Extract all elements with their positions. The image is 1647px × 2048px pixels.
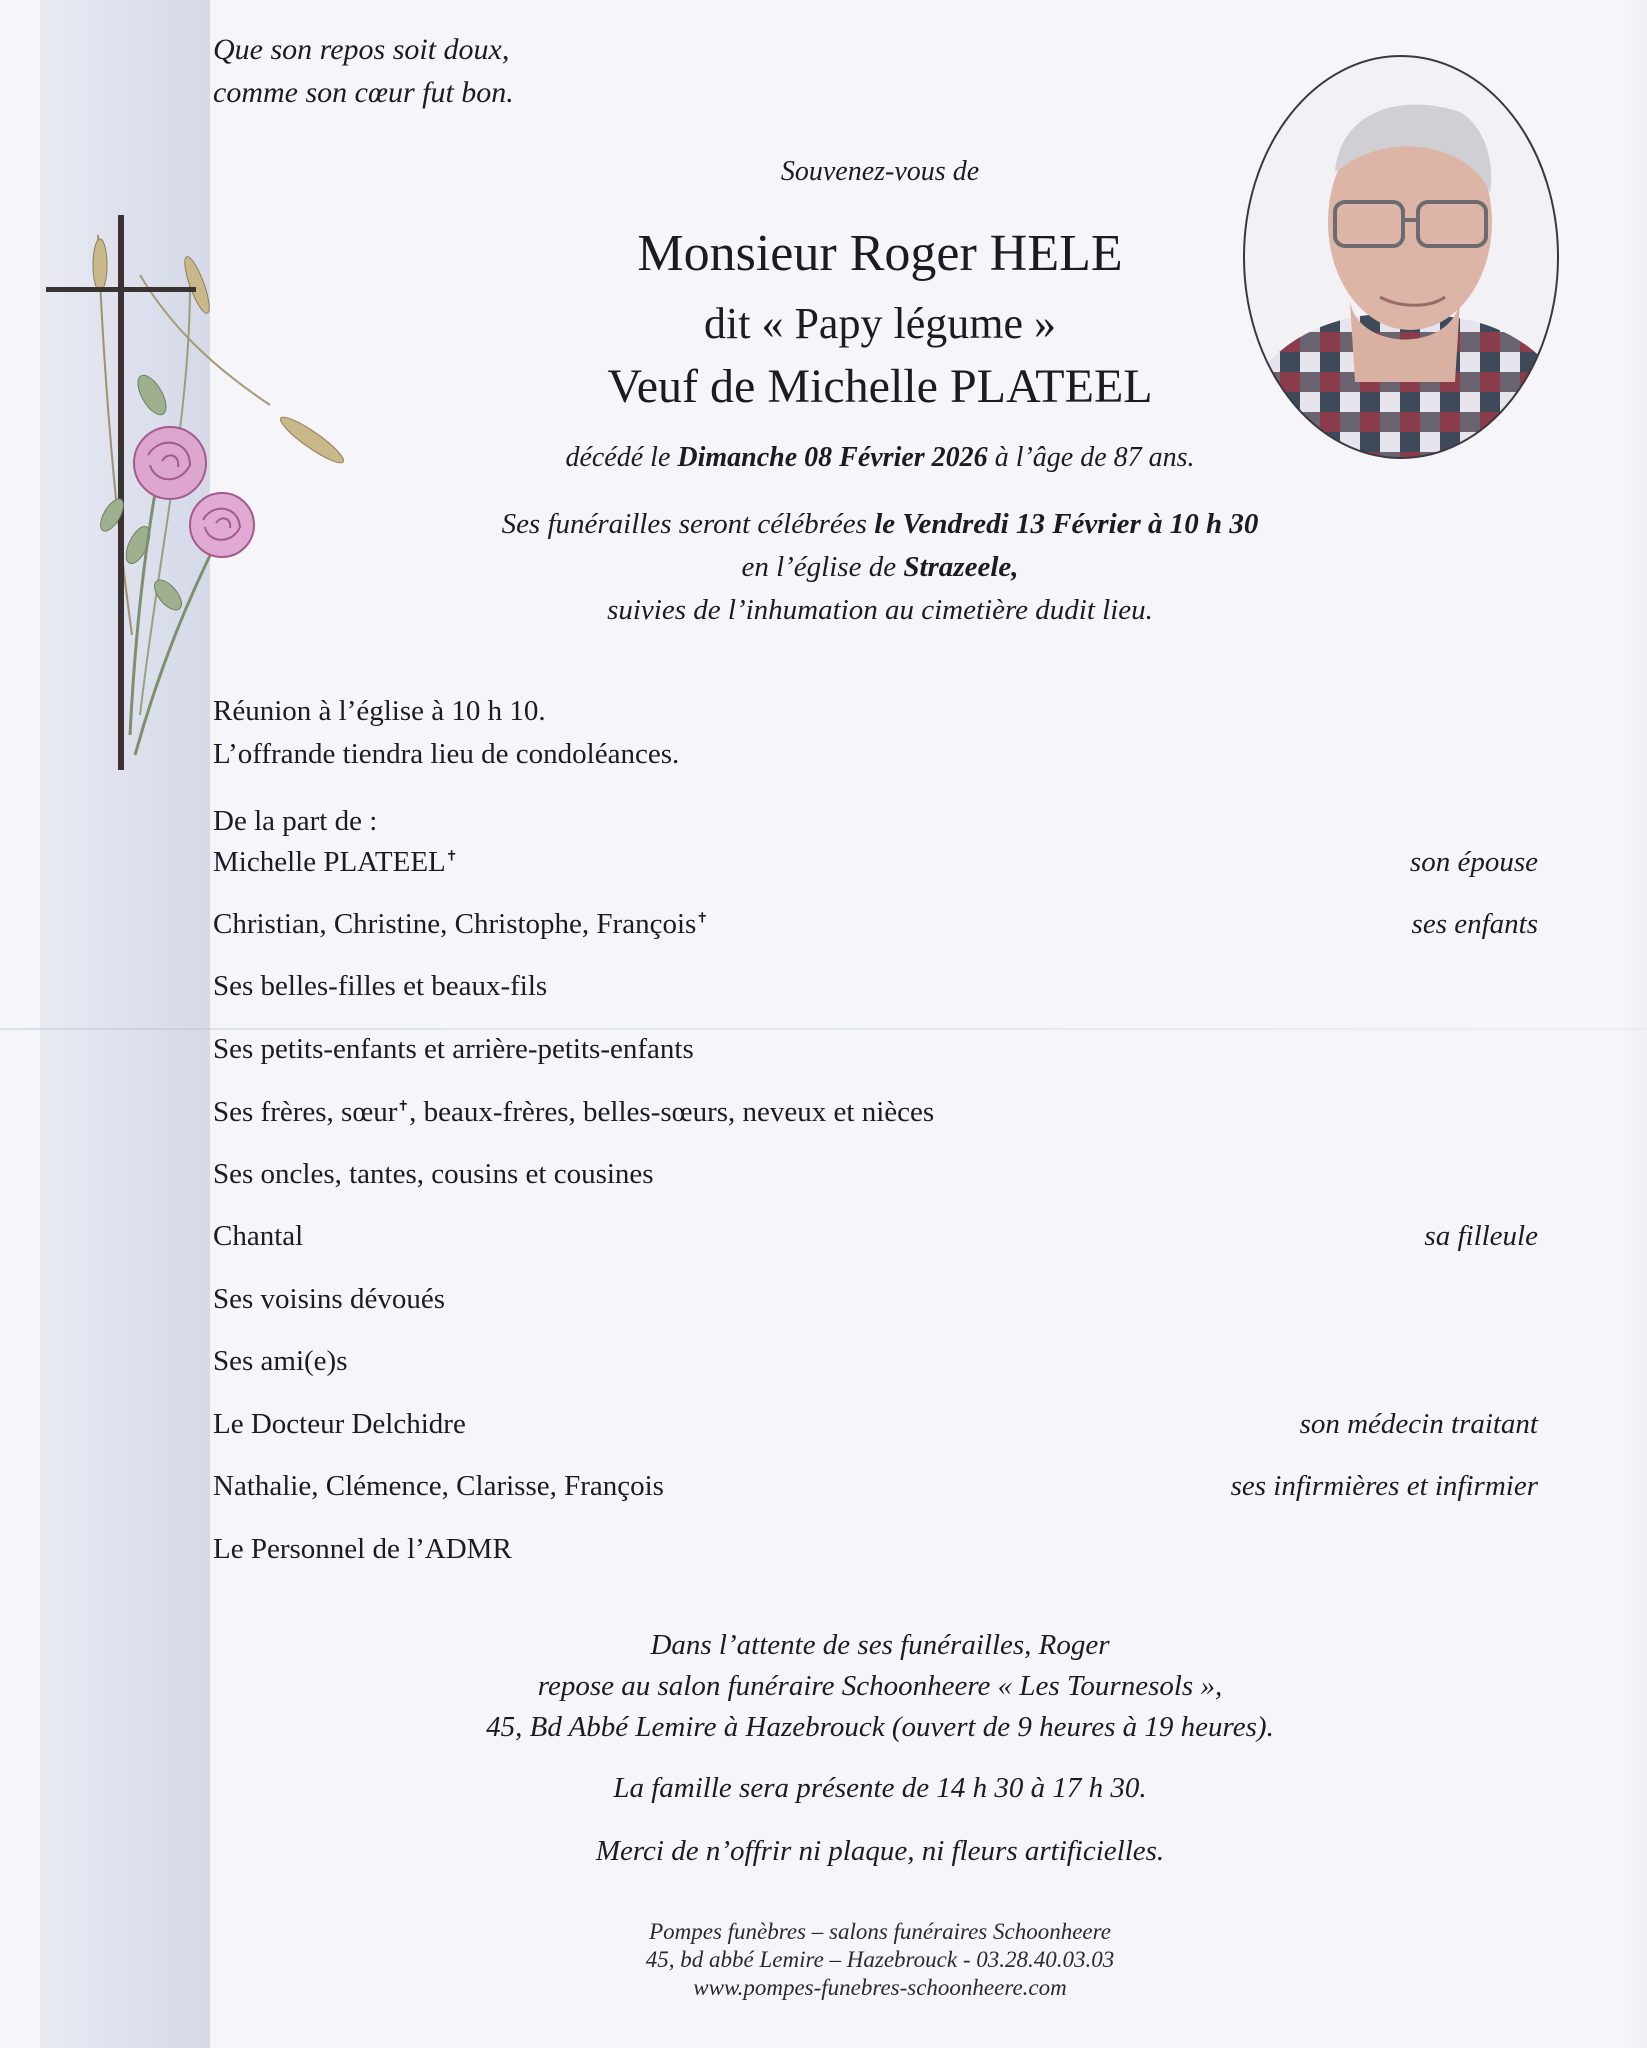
family-member-name: Christian, Christine, Christophe, François	[213, 908, 697, 940]
family-row	[213, 1341, 1538, 1381]
family-relation: son épouse	[1409, 846, 1538, 878]
offering-text: L’offrande tiendra lieu de condoléances.	[213, 738, 680, 770]
epitaph	[213, 28, 514, 114]
family-member-name: Ses petits-enfants et arrière-petits-enfants	[213, 1033, 694, 1065]
family-relation: ses enfants	[1411, 908, 1538, 940]
family-row	[213, 966, 1538, 1006]
deceased-name: Monsieur Roger HELE	[637, 225, 1123, 282]
page-edge-shadow	[1625, 0, 1647, 2048]
family-row	[213, 1029, 1538, 1069]
deceased-cross-icon: ✝	[696, 911, 709, 927]
family-member-name: Ses frères, sœur	[213, 1096, 398, 1128]
intro-text: Souvenez-vous de	[780, 156, 980, 187]
family-row	[213, 1279, 1538, 1319]
salon-line-1: Dans l’attente de ses funérailles, Roger	[650, 1629, 1110, 1661]
family-member-name: Ses ami(e)s	[213, 1345, 348, 1377]
family-member-name: Le Docteur Delchidre	[213, 1408, 466, 1440]
family-row	[213, 1404, 1538, 1444]
salon-info	[400, 1625, 1360, 1748]
death-suffix: à l’âge de 87 ans.	[994, 442, 1195, 473]
family-member-name: Michelle PLATEEL	[213, 846, 446, 878]
meeting-notes	[213, 690, 679, 776]
reunion-text: Réunion à l’église à 10 h 10.	[213, 695, 546, 727]
funeral-details	[420, 503, 1340, 632]
family-member-name: Ses voisins dévoués	[213, 1283, 445, 1315]
family-presence: La famille sera présente de 14 h 30 à 17 h 30.	[613, 1772, 1147, 1804]
family-row	[213, 1154, 1538, 1194]
footer-line-1: Pompes funèbres – salons funéraires Schoonheere	[649, 1919, 1111, 1944]
footer-line-2: 45, bd abbé Lemire – Hazebrouck - 03.28.40.03.03	[645, 1947, 1115, 1972]
deceased-cross-icon: ✝	[397, 1099, 410, 1115]
salon-line-3: 45, Bd Abbé Lemire à Hazebrouck (ouvert de 9 heures à 19 heures).	[486, 1711, 1274, 1743]
epitaph-line-1: Que son repos soit doux,	[213, 33, 510, 66]
family-member-name: Chantal	[213, 1220, 304, 1252]
funeral-home-footer	[520, 1918, 1240, 2002]
church-prefix: en l’église de	[741, 551, 897, 583]
family-row	[213, 842, 1538, 882]
death-prefix: décédé le	[565, 442, 671, 473]
family-row	[213, 1216, 1538, 1256]
family-member-name: Ses belles-filles et beaux-fils	[213, 970, 548, 1002]
footer-website-link[interactable]: www.pompes-funebres-schoonheere.com	[693, 1975, 1067, 2000]
family-member-name: Le Personnel de l’ADMR	[213, 1533, 512, 1565]
no-flowers-request: Merci de n’offrir ni plaque, ni fleurs artificielles.	[595, 1835, 1165, 1867]
salon-line-2: repose au salon funéraire Schoonheere « Les Tournesols »,	[537, 1670, 1223, 1702]
family-relation: son médecin traitant	[1299, 1408, 1538, 1440]
epitaph-line-2: comme son cœur fut bon.	[213, 76, 514, 109]
family-row	[213, 904, 1538, 944]
funeral-prefix: Ses funérailles seront célébrées	[501, 508, 867, 540]
family-header: De la part de :	[213, 805, 378, 837]
death-date: Dimanche 08 Février 2026	[677, 442, 988, 473]
death-announcement	[420, 442, 1340, 474]
nickname: dit « Papy légume »	[704, 299, 1056, 348]
family-relation: sa filleule	[1424, 1220, 1538, 1252]
family-row	[213, 1529, 1538, 1569]
burial-text: suivies de l’inhumation au cimetière dudit lieu.	[607, 594, 1153, 626]
family-relation: ses infirmières et infirmier	[1230, 1470, 1538, 1502]
widow-of: Veuf de Michelle PLATEEL	[607, 360, 1153, 413]
family-member-name: Nathalie, Clémence, Clarisse, François	[213, 1470, 664, 1502]
family-row	[213, 1092, 1538, 1132]
family-row	[213, 1466, 1538, 1506]
funeral-date: le Vendredi 13 Février à 10 h 30	[874, 508, 1259, 540]
church-name: Strazeele,	[903, 551, 1019, 583]
family-member-name: Ses oncles, tantes, cousins et cousines	[213, 1158, 654, 1190]
family-member-name-cont: , beaux-frères, belles-sœurs, neveux et nièces	[409, 1096, 935, 1128]
deceased-cross-icon: ✝	[445, 849, 458, 865]
